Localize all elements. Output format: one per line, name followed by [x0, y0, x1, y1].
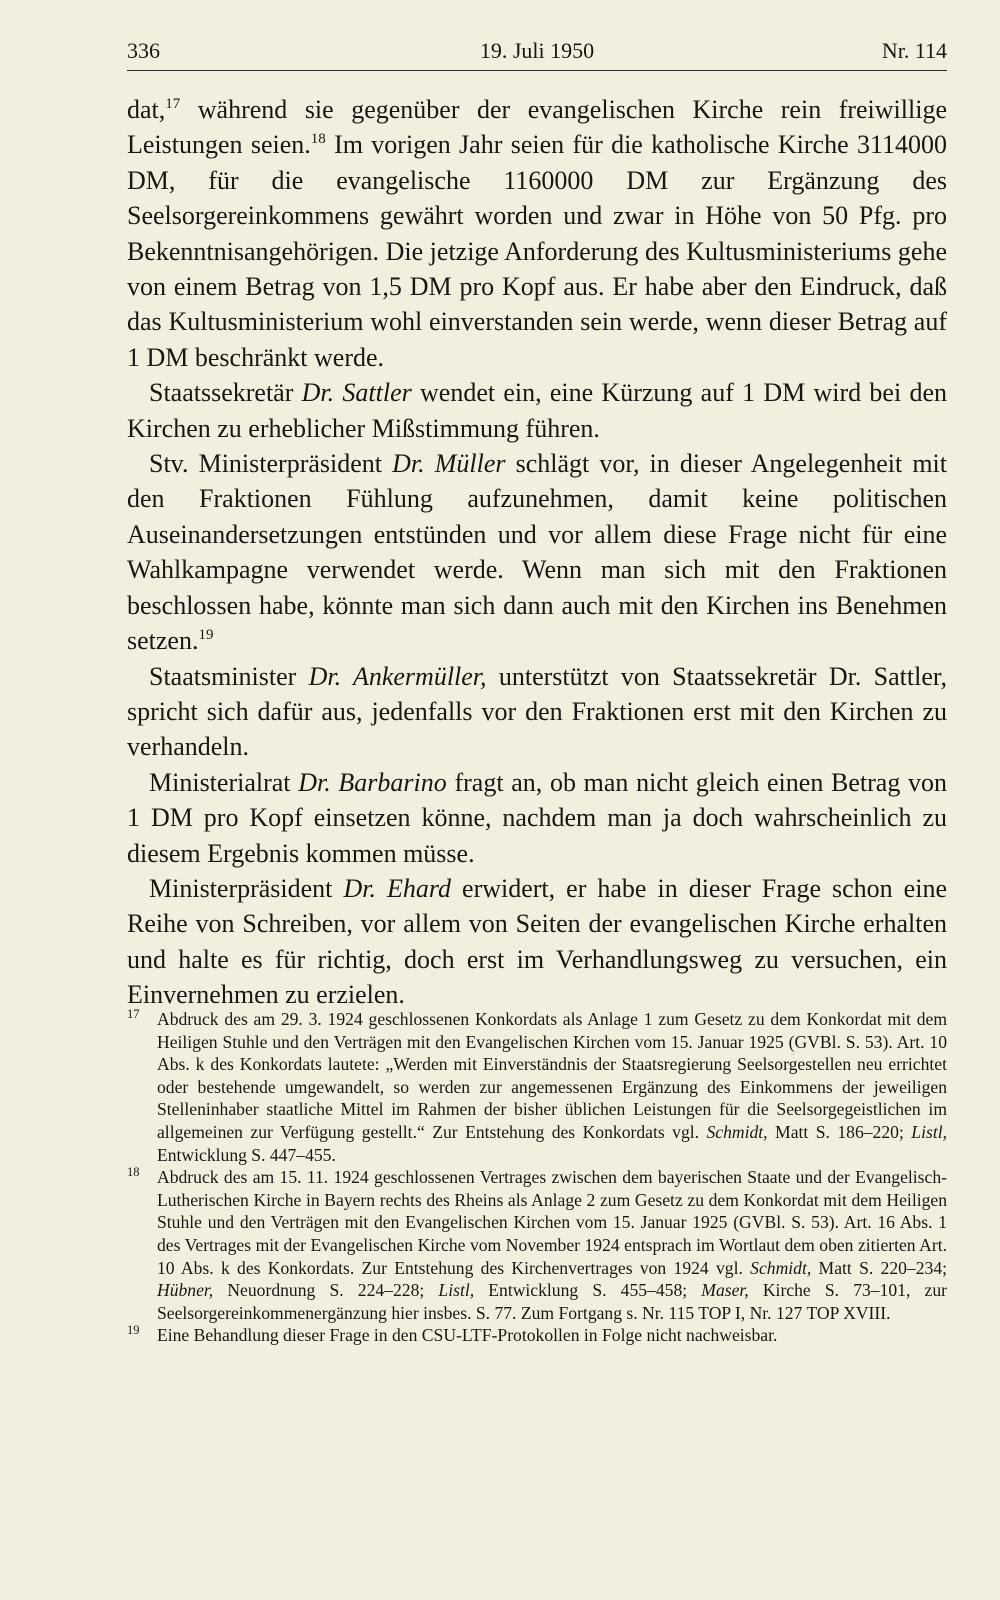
footnote-text: Kirche S. 73–101, zur Seelsorgereinkommenergänzung hier insbes. S. 77. Zum Fortgang s. Nr. 115 TOP I, Nr. 127 TOP XVIII.: [157, 1280, 948, 1323]
paragraph: [127, 92, 947, 375]
citation-author: Maser,: [701, 1280, 749, 1301]
footnote-text: Matt S. 186–220;: [767, 1121, 912, 1142]
page-number: 336: [127, 38, 160, 63]
speaker-role: Staatsminister: [149, 661, 309, 691]
speaker-title: Dr.: [343, 873, 376, 903]
running-header: [127, 36, 947, 71]
citation-author: Schmidt,: [706, 1121, 768, 1142]
speaker-role: Ministerialrat: [149, 767, 299, 797]
paragraph-mueller: [127, 446, 947, 658]
statement: fragt an, ob man nicht gleich einen Betrag von 1 DM pro Kopf einsetzen könne, nachdem man ja doch wahrscheinlich zu diesem Ergebnis kommen müsse.: [127, 767, 948, 868]
speaker-name: Ankermüller,: [341, 661, 487, 691]
footnote-text: Abdruck des am 29. 3. 1924 geschlossenen Konkordats als Anlage 1 zum Gesetz zu dem Konkordat mit dem Heiligen Stuhle und den Verträgen mit den Evangelischen Kirchen vom 15. Januar 1925 (GVBl. S. 53). Art. 10 Abs. k des Konkordats lautete: „Werden mit Einverständnis der Staatsregierung Seelsorgestellen neu errichtet oder bestehende umgewandelt, so werden zur angemessenen Ergänzung des Einkommens der jeweiligen Stelleninhaber staatliche Mittel im Rahmen der bisher üblichen Leistungen für die Seelsorgegeistlichen im allgemeinen zur Verfügung gestellt.“ Zur Entstehung des Konkordats vgl.: [157, 1009, 947, 1142]
citation-author: Listl,: [438, 1280, 475, 1301]
footnote-text: Abdruck des am 15. 11. 1924 geschlossenen Vertrages zwischen dem bayerischen Staate und der Evangelisch-Lutherischen Kirche in Bayern rechts des Rheins als Anlage 2 zum Gesetz zu dem Konkordat mit dem Heiligen Stuhle und den Verträgen mit den Evangelischen Kirchen vom 15. Januar 1925 (GVBl. S. 53). Art. 16 Abs. 1 des Vertrages mit der Evangelischen Kirche vom November 1924 entsprach im Wortlaut dem oben zitierten Art. 10 Abs. k des Konkordats. Zur Entstehung des Kirchenvertrages von 1924 vgl.: [157, 1167, 947, 1278]
statement: erwidert, er habe in dieser Frage schon eine Reihe von Schreiben, vor allem von Seiten der evangelischen Kirche erhalten und halte es für richtig, doch erst im Verhandlungsweg zu versuchen, ein Einvernehmen zu erzielen.: [127, 873, 947, 1010]
footnote-19: [127, 1324, 947, 1347]
speaker-name: Barbarino: [330, 767, 447, 797]
speaker-role: Stv. Ministerpräsident: [149, 449, 393, 479]
header-date: 19. Juli 1950: [479, 38, 595, 63]
footnote-ref-18[interactable]: 18: [310, 131, 326, 148]
footnote-text: Neuordnung S. 224–228;: [213, 1280, 439, 1301]
speaker-role: Ministerpräsident: [149, 873, 344, 903]
statement: schlägt vor, in dieser Angelegenheit mit den Fraktionen Fühlung aufzunehmen, damit keine politischen Auseinandersetzungen entstünden und vor allem diese Frage nicht für eine Wahlkampagne verwendet werde. Wenn man sich mit den Fraktionen beschlossen habe, könnte man sich dann auch mit den Kirchen ins Benehmen setzen.: [127, 449, 948, 656]
footnotes-section: [127, 1008, 947, 1347]
footnote-number: 18: [127, 1165, 140, 1180]
speaker-name: Sattler: [334, 378, 412, 408]
text-run: dat,: [127, 95, 166, 124]
protocol-number: Nr. 114: [881, 38, 947, 63]
footnote-text: Matt S. 220–234;: [811, 1257, 948, 1278]
footnote-text: Entwicklung S. 447–455.: [157, 1144, 336, 1165]
paragraph-ankermueller: [127, 659, 947, 765]
main-text: [127, 92, 947, 1013]
footnote-17: [127, 1008, 947, 1166]
citation-author: Listl,: [911, 1121, 947, 1142]
speaker-title: Dr.: [308, 661, 342, 691]
paragraph-barbarino: [127, 765, 947, 871]
statement: unterstützt von Staatssekretär Dr. Sattler, spricht sich dafür aus, jedenfalls vor den Fraktionen erst mit den Kirchen zu verhandeln.: [127, 661, 947, 762]
footnote-number: 19: [127, 1323, 140, 1338]
footnote-ref-19[interactable]: 19: [198, 627, 214, 644]
citation-author: Hübner,: [157, 1280, 214, 1301]
paragraph-sattler: [127, 375, 947, 446]
footnote-18: [127, 1166, 947, 1324]
speaker-name: Müller: [424, 449, 506, 479]
speaker-title: Dr.: [301, 378, 335, 408]
text-run: Im vorigen Jahr seien für die katholische Kirche 3114000 DM, für die evangelische 1160000 DM zur Ergänzung des Seelsorgereinkommens gewährt worden und zwar in Höhe von 50 Pfg. pro Bekenntnisangehörigen. Die jetzige Anforderung des Kultusministeriums gehe von einem Betrag von 1,5 DM pro Kopf aus. Er habe aber den Eindruck, daß das Kultusministerium wohl einverstanden sein werde, wenn dieser Betrag auf 1 DM beschränkt werde.: [127, 130, 947, 372]
speaker-role: Staatssekretär: [149, 378, 302, 408]
footnote-ref-17[interactable]: 17: [165, 96, 181, 112]
speaker-name: Ehard: [375, 873, 452, 903]
footnote-text: Eine Behandlung dieser Frage in den CSU-LTF-Protokollen in Folge nicht nachweisbar.: [157, 1325, 778, 1346]
paragraph-ehard: [127, 871, 947, 1013]
footnote-number: 17: [127, 1007, 140, 1021]
speaker-title: Dr.: [298, 767, 331, 797]
citation-author: Schmidt,: [750, 1257, 812, 1278]
speaker-title: Dr.: [392, 449, 425, 479]
statement: wendet ein, eine Kürzung auf 1 DM wird bei den Kirchen zu erheblicher Mißstimmung führen.: [127, 378, 947, 443]
text-run: während sie gegenüber der evangelischen Kirche rein freiwillige Leistungen seien.: [127, 95, 947, 160]
footnote-text: Entwicklung S. 455–458;: [474, 1280, 702, 1301]
